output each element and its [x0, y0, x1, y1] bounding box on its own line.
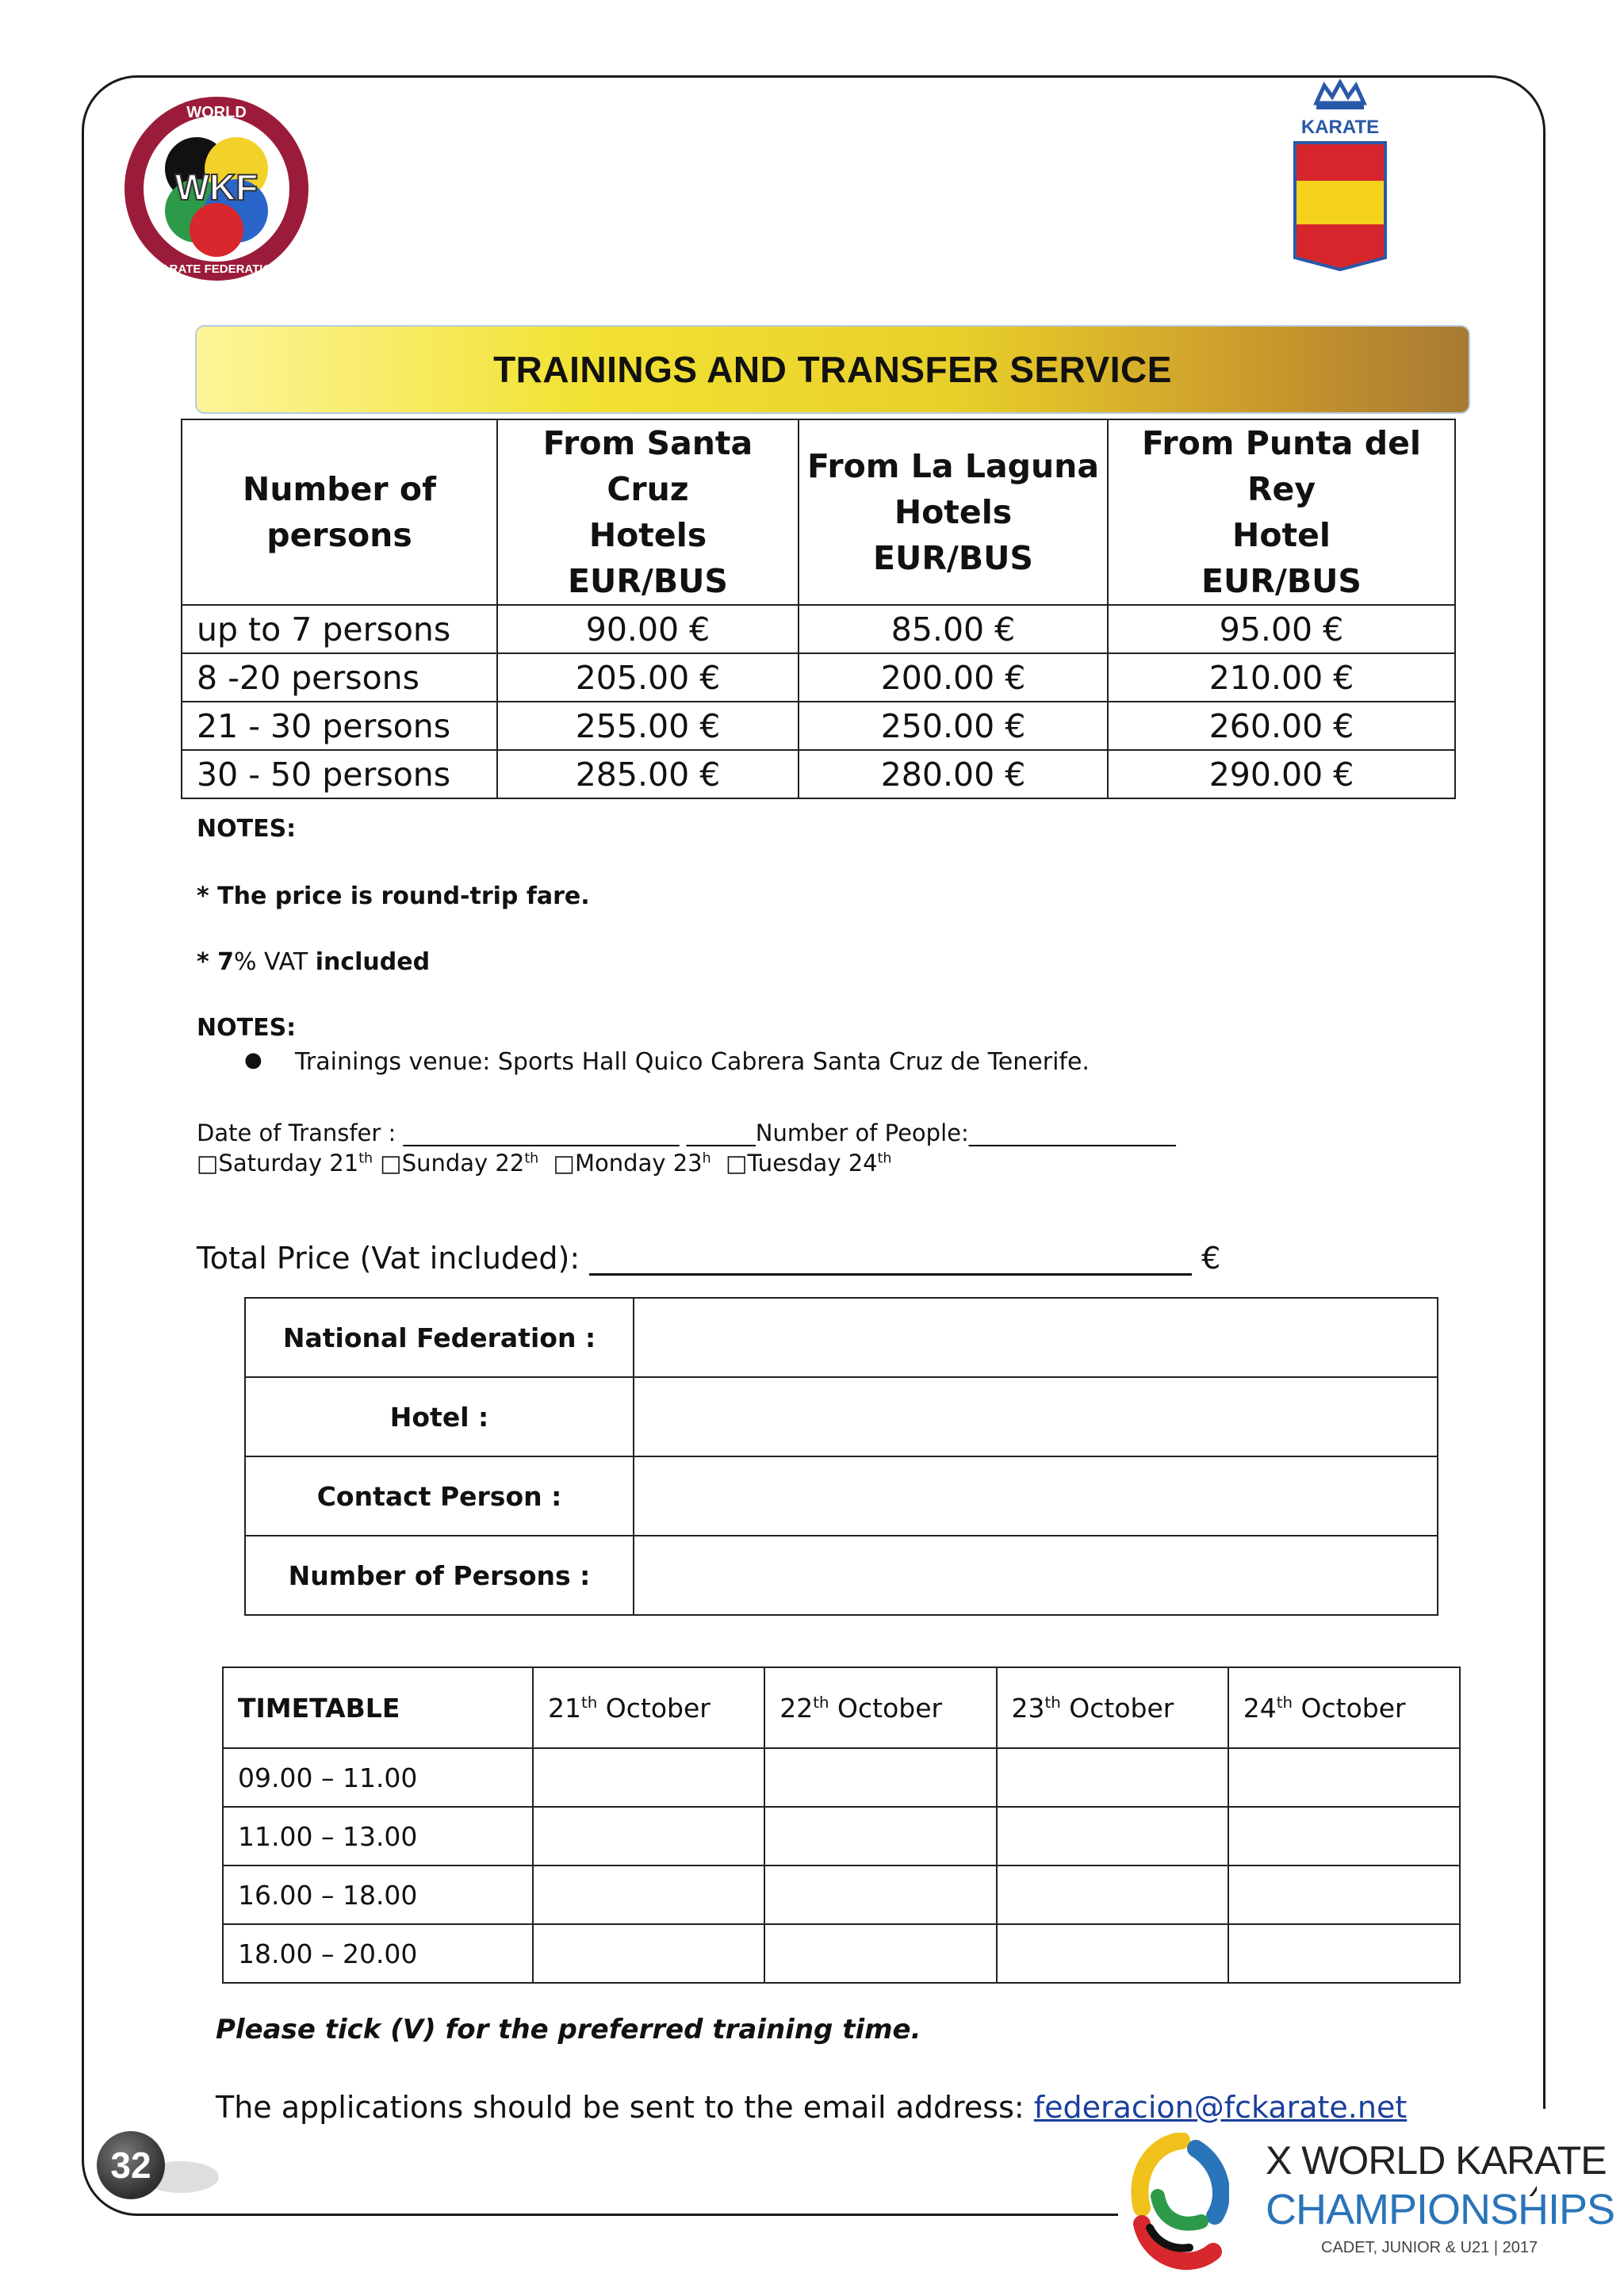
email-instruction-text: The applications should be sent to the email address:: [216, 2090, 1034, 2125]
persons-cell: up to 7 persons: [182, 605, 497, 653]
tick-cell[interactable]: [764, 1748, 996, 1807]
contact-person-field[interactable]: [634, 1456, 1438, 1536]
day-header: 21th October: [533, 1667, 764, 1748]
price-cell: 205.00 €: [497, 653, 799, 702]
championships-logo: [1126, 2133, 1229, 2275]
date-label: Date of Transfer :: [197, 1119, 404, 1146]
tick-cell[interactable]: [533, 1807, 764, 1866]
price-cell: 200.00 €: [799, 653, 1108, 702]
tick-cell[interactable]: [1228, 1924, 1460, 1983]
tick-cell[interactable]: [997, 1866, 1228, 1924]
price-cell: 95.00 €: [1108, 605, 1455, 653]
table-row: [223, 1866, 1460, 1924]
table-row: [182, 750, 1455, 798]
header-persons: Number of persons: [182, 419, 497, 605]
price-table: [181, 419, 1456, 799]
note-round-trip: * The price is round-trip fare.: [197, 882, 590, 910]
currency-symbol: €: [1201, 1241, 1221, 1276]
time-slot: 09.00 – 11.00: [223, 1748, 533, 1807]
section-title: TRAININGS AND TRANSFER SERVICE: [195, 325, 1470, 414]
total-input[interactable]: [589, 1245, 1192, 1276]
contact-person-label: Contact Person :: [245, 1456, 634, 1536]
form-row: [245, 1377, 1438, 1456]
tick-cell[interactable]: [1228, 1748, 1460, 1807]
email-link[interactable]: federacion@fckarate.net: [1033, 2090, 1408, 2125]
number-of-persons-field[interactable]: [634, 1536, 1438, 1615]
tick-cell[interactable]: [997, 1807, 1228, 1866]
table-row: [182, 702, 1455, 750]
table-row: [182, 653, 1455, 702]
tick-instruction: Please tick (V) for the preferred training time.: [216, 2014, 921, 2045]
wkf-logo-text: WKF: [174, 166, 259, 208]
people-label: Number of People:: [755, 1119, 969, 1146]
price-cell: 250.00 €: [799, 702, 1108, 750]
tick-cell[interactable]: [1228, 1807, 1460, 1866]
price-cell: 285.00 €: [497, 750, 799, 798]
tick-cell[interactable]: [1228, 1866, 1460, 1924]
wkf-logo-top: WORLD: [186, 104, 247, 121]
total-price-line: [197, 1241, 1220, 1276]
date-blank[interactable]: ________________________ ______: [403, 1119, 756, 1146]
karate-logo-text: KARATE: [1300, 117, 1380, 138]
form-row: [245, 1456, 1438, 1536]
championships-line1: X WORLD KARATE: [1266, 2138, 1607, 2183]
persons-cell: 8 -20 persons: [182, 653, 497, 702]
tick-cell[interactable]: [764, 1807, 996, 1866]
tick-cell[interactable]: [533, 1924, 764, 1983]
timetable: [222, 1667, 1461, 1984]
persons-cell: 30 - 50 persons: [182, 750, 497, 798]
day-checkbox[interactable]: □Tuesday 24th: [726, 1150, 892, 1177]
championships-line3: CADET, JUNIOR & U21 | 2017: [1321, 2239, 1538, 2256]
day-checkbox[interactable]: □Sunday 22th: [380, 1150, 539, 1177]
table-row: [182, 605, 1455, 653]
price-cell: 85.00 €: [799, 605, 1108, 653]
price-cell: 280.00 €: [799, 750, 1108, 798]
form-row: [245, 1536, 1438, 1615]
table-row: [223, 1807, 1460, 1866]
header-la-laguna: From La Laguna Hotels EUR/BUS: [799, 419, 1108, 605]
time-slot: 18.00 – 20.00: [223, 1924, 533, 1983]
venue-text: Trainings venue: Sports Hall Quico Cabrera Santa Cruz de Tenerife.: [295, 1048, 1090, 1076]
notes-heading: NOTES:: [197, 815, 297, 843]
form-row: [245, 1298, 1438, 1377]
price-cell: 290.00 €: [1108, 750, 1455, 798]
tick-cell[interactable]: [533, 1748, 764, 1807]
notes-heading-2: NOTES:: [197, 1014, 297, 1042]
day-header: 23th October: [997, 1667, 1228, 1748]
people-blank[interactable]: __________________: [968, 1119, 1176, 1146]
page-number: 32: [97, 2131, 165, 2199]
price-cell: 210.00 €: [1108, 653, 1455, 702]
tick-cell[interactable]: [997, 1924, 1228, 1983]
tick-cell[interactable]: [997, 1748, 1228, 1807]
email-instruction: [216, 2090, 1407, 2125]
hotel-label: Hotel :: [245, 1377, 634, 1456]
table-row: [223, 1924, 1460, 1983]
tick-cell[interactable]: [764, 1866, 996, 1924]
timetable-header: [223, 1667, 1460, 1748]
table-row: [223, 1748, 1460, 1807]
day-header: 22th October: [764, 1667, 996, 1748]
tick-cell[interactable]: [533, 1866, 764, 1924]
timetable-title: TIMETABLE: [223, 1667, 533, 1748]
day-checkbox[interactable]: □Monday 23$^h$: [553, 1150, 711, 1177]
header-punta-del-rey: From Punta del Rey Hotel EUR/BUS: [1108, 419, 1455, 605]
wkf-logo-bottom: KARATE FEDERATION: [152, 262, 281, 276]
hotel-field[interactable]: [634, 1377, 1438, 1456]
spain-karate-logo: [1289, 79, 1392, 274]
national-federation-label: National Federation :: [245, 1298, 634, 1377]
transfer-date-line: [197, 1119, 1176, 1146]
tick-cell[interactable]: [764, 1924, 996, 1983]
time-slot: 11.00 – 13.00: [223, 1807, 533, 1866]
price-cell: 90.00 €: [497, 605, 799, 653]
note-vat: * 7% VAT included: [197, 948, 431, 976]
bullet-venue: [246, 1048, 1090, 1076]
day-checkbox[interactable]: □Saturday 21th: [197, 1150, 373, 1177]
transfer-days: [197, 1150, 891, 1177]
championships-wordmark: [1266, 2137, 1614, 2257]
price-cell: 255.00 €: [497, 702, 799, 750]
persons-cell: 21 - 30 persons: [182, 702, 497, 750]
wkf-logo: [121, 94, 312, 284]
number-of-persons-label: Number of Persons :: [245, 1536, 634, 1615]
bullet-dot-icon: ●: [244, 1048, 262, 1072]
price-cell: 260.00 €: [1108, 702, 1455, 750]
national-federation-field[interactable]: [634, 1298, 1438, 1377]
day-header: 24th October: [1228, 1667, 1460, 1748]
price-table-header: [182, 419, 1455, 605]
header-santa-cruz: From Santa Cruz Hotels EUR/BUS: [497, 419, 799, 605]
total-label: Total Price (Vat included):: [197, 1241, 580, 1276]
registration-form: [244, 1297, 1438, 1616]
time-slot: 16.00 – 18.00: [223, 1866, 533, 1924]
championships-line2: CHAMPIONSHIPS: [1266, 2186, 1615, 2233]
